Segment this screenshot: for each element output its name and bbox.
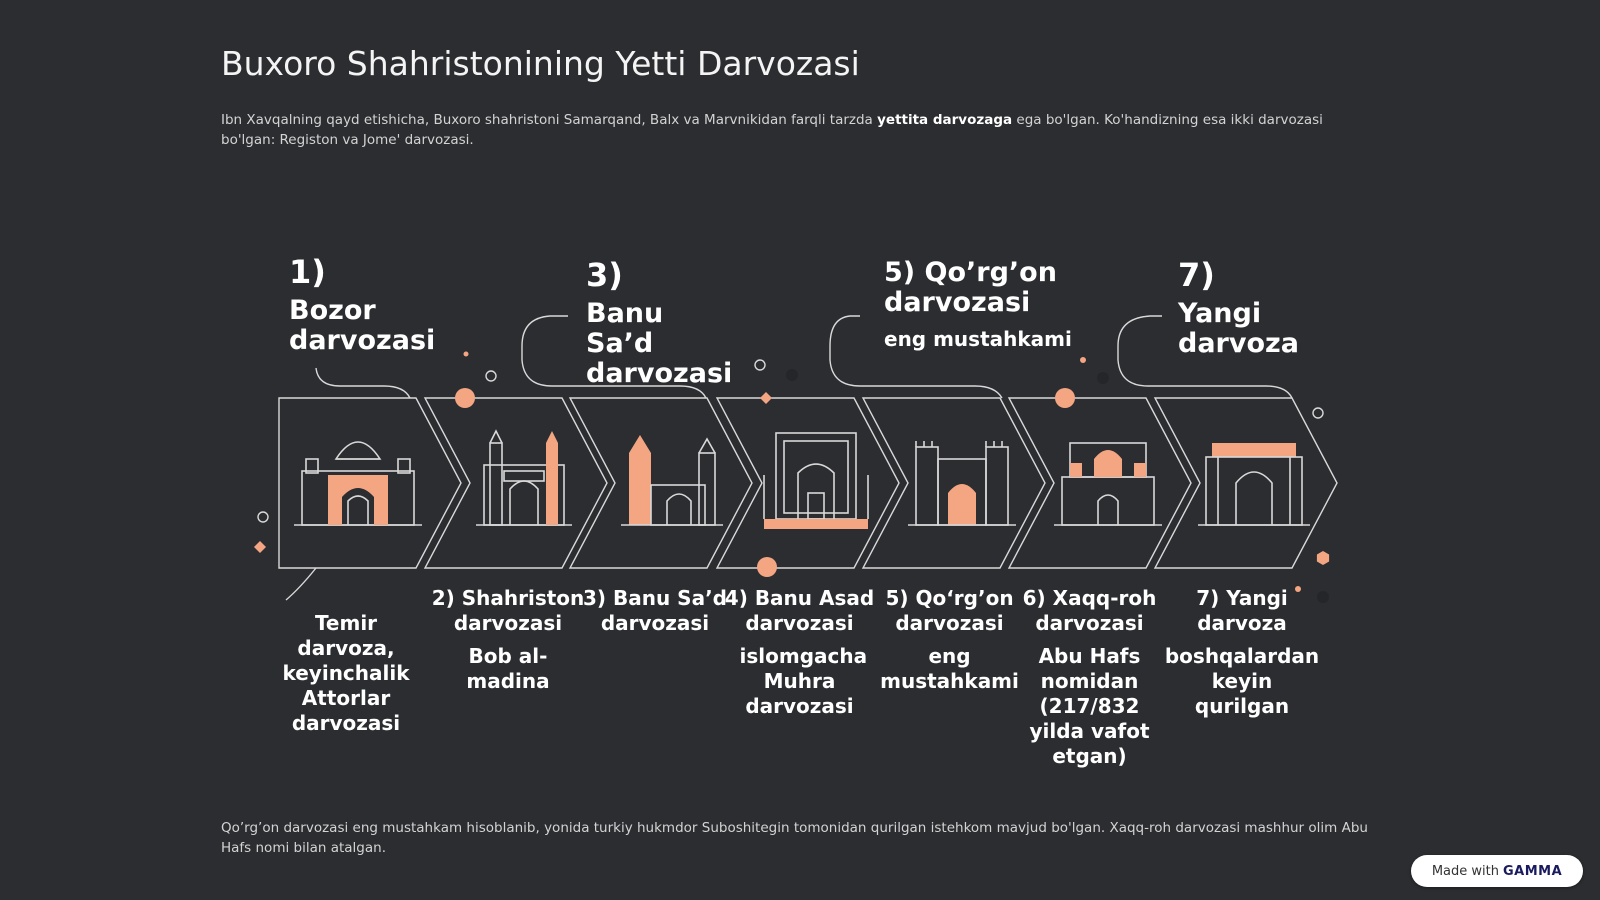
decor-dot-5 bbox=[1080, 357, 1086, 363]
gate-label-1 bbox=[266, 611, 426, 736]
gate-title: 4) Banu Asad darvozasi bbox=[724, 586, 875, 635]
gate-subtitle: islomgacha Muhra darvozasi bbox=[739, 644, 868, 718]
made-with-gamma-badge[interactable] bbox=[1411, 855, 1583, 887]
gate-chevron-7 bbox=[1155, 398, 1337, 568]
gate-subtitle: Abu Hafs nomidan (217/832 yilda vafot etgan) bbox=[1029, 644, 1150, 768]
portal-gate-icon bbox=[764, 433, 868, 529]
top-label-number: 1) bbox=[289, 253, 326, 291]
gate-title: 2) Shahriston darvozasi bbox=[431, 586, 585, 635]
gate-chevrons bbox=[279, 398, 1337, 568]
intro-highlight: yettita darvozaga bbox=[877, 112, 1013, 128]
intro-text-start: Ibn Xavqalning qayd etishicha, Buxoro shahristoni Samarqand, Balx va Marvnikidan farqli tarzda bbox=[221, 112, 878, 128]
gate-label-4 bbox=[722, 586, 877, 719]
decorations bbox=[254, 352, 1329, 604]
domed-gate-icon bbox=[294, 442, 422, 525]
gate-title: 7) Yangi darvoza bbox=[1196, 586, 1288, 635]
gate-subtitle: Bob al-madina bbox=[466, 644, 550, 693]
footer-paragraph: Qo’rg’on darvozasi eng mustahkam hisoblanib, yonida turkiy hukmdor Suboshitegin tomonidan qurilgan istehkom mavjud bo'lgan. Xaqq-roh darvozasi mashhur olim Abu Hafs nomi bilan atalgan. bbox=[221, 820, 1368, 856]
badge-prefix: Made with bbox=[1431, 863, 1499, 879]
gate-label-3 bbox=[580, 586, 730, 644]
mausoleum-gate-icon bbox=[1054, 443, 1162, 525]
top-label-7 bbox=[1178, 257, 1308, 359]
top-label-5 bbox=[884, 258, 1072, 352]
connector-line-2 bbox=[286, 568, 316, 600]
decor-dot-4 bbox=[464, 352, 469, 357]
top-label-text: 5) Qo’rg’on darvozasi bbox=[884, 257, 1057, 318]
top-label-sub: eng mustahkami bbox=[884, 327, 1072, 351]
gate-chevron-6 bbox=[1009, 398, 1191, 568]
gate-label-5 bbox=[862, 586, 1037, 694]
decor-dot-8 bbox=[755, 360, 765, 370]
decor-dot-11 bbox=[786, 369, 798, 381]
top-label-number: 3) bbox=[586, 256, 623, 294]
twin-tower-gate-icon bbox=[621, 435, 723, 525]
gamma-logo: GAMMA bbox=[1502, 863, 1563, 879]
new-gate-icon bbox=[1198, 443, 1310, 525]
top-label-3 bbox=[586, 257, 736, 389]
decor-dot-12 bbox=[1097, 372, 1109, 384]
minaret-gate-icon bbox=[476, 431, 572, 525]
gate-subtitle: eng mustahkami bbox=[880, 644, 1019, 693]
connector-line-1 bbox=[316, 368, 410, 398]
gate-title: 3) Banu Sa’d darvozasi bbox=[582, 586, 727, 635]
decor-dot-14 bbox=[760, 392, 772, 404]
gate-icons bbox=[294, 431, 1310, 529]
gate-label-2 bbox=[428, 586, 588, 694]
gate-chevron-3 bbox=[570, 398, 752, 568]
fortress-gate-icon bbox=[908, 441, 1016, 525]
decor-dot-7 bbox=[486, 371, 496, 381]
gate-label-6 bbox=[1012, 586, 1167, 769]
gate-label-7 bbox=[1162, 586, 1322, 719]
intro-text-end: ega bo'lgan. Ko'handizning esa ikki darvozasi bo'lgan: Registon va Jome' darvozasi. bbox=[221, 112, 1323, 148]
top-label-text: Yangi darvoza bbox=[1178, 298, 1299, 359]
gate-subtitle: boshqalardan keyin qurilgan bbox=[1164, 644, 1320, 718]
decor-dot-16 bbox=[1317, 551, 1329, 565]
top-label-text: Banu Sa’d darvozasi bbox=[586, 298, 733, 389]
decor-dot-3 bbox=[1055, 388, 1075, 408]
gate-chevron-4 bbox=[717, 398, 899, 568]
decor-dot-1 bbox=[455, 388, 475, 408]
gate-subtitle: Temir darvoza, keyinchalik Attorlar darvozasi bbox=[282, 611, 410, 735]
top-label-1 bbox=[289, 254, 439, 356]
top-label-text: Bozor darvozasi bbox=[289, 295, 436, 356]
slide-title: Buxoro Shahristonining Yetti Darvozasi bbox=[221, 44, 860, 83]
connector-lines bbox=[286, 316, 1292, 600]
decor-dot-9 bbox=[1313, 408, 1323, 418]
decor-dot-10 bbox=[258, 512, 268, 522]
decor-dot-2 bbox=[757, 557, 777, 577]
gate-chevron-5 bbox=[863, 398, 1045, 568]
gate-title: 6) Xaqq-roh darvozasi bbox=[1022, 586, 1157, 635]
decor-dot-15 bbox=[254, 541, 266, 553]
gate-title: 5) Qo‘rg’on darvozasi bbox=[885, 586, 1014, 635]
top-label-number: 7) bbox=[1178, 256, 1215, 294]
